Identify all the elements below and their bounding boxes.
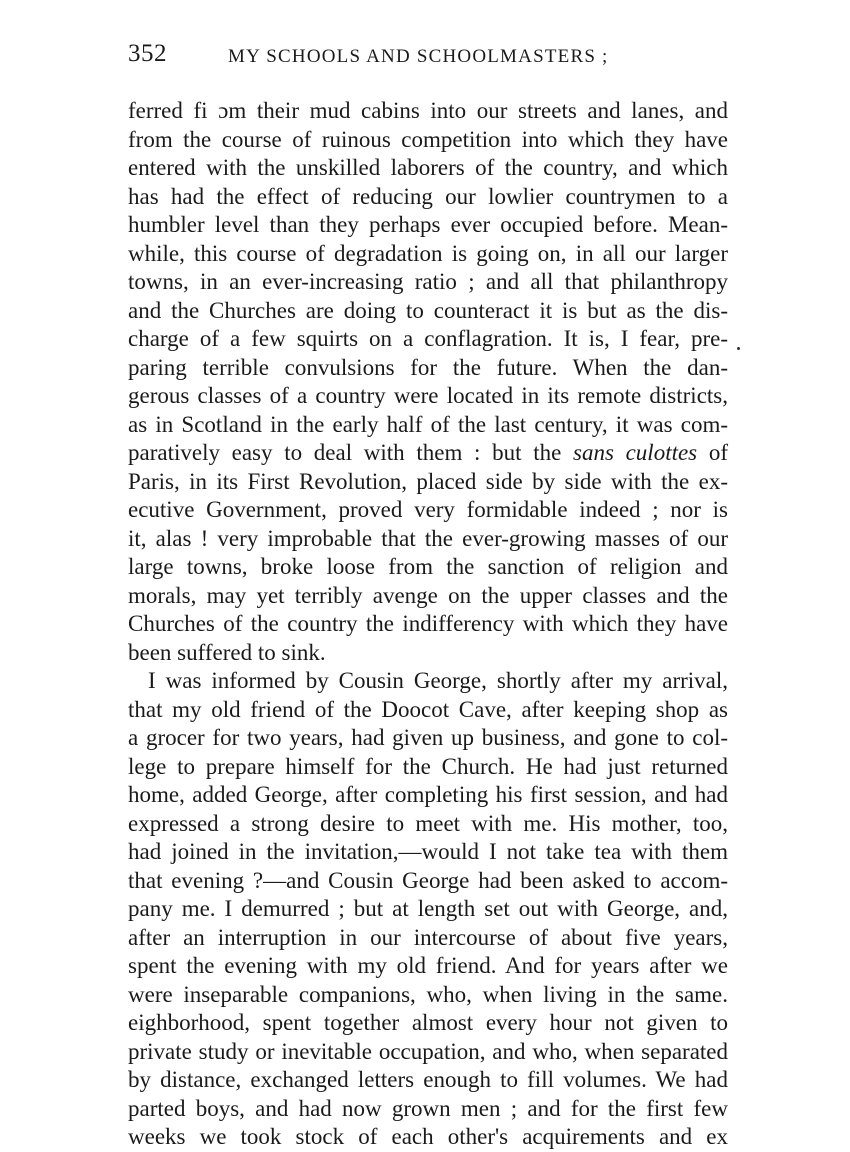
text-line: morals, may yet terribly avenge on the upper classes and the bbox=[128, 582, 728, 608]
text-line: private study or inevitable occupation, and who, when separated bbox=[128, 1038, 728, 1064]
text-line: spent the evening with my old friend. And for years after we bbox=[128, 953, 728, 978]
paragraph bbox=[128, 667, 728, 1152]
text-line: from the course of ruinous competition into which they have bbox=[128, 126, 728, 152]
text-line: paring terrible convulsions for the future. When the dan- bbox=[128, 354, 728, 380]
text-line: lege to prepare himself for the Church. He had just returned bbox=[128, 753, 728, 779]
text-line: had joined in the invitation,—would I not take tea with them bbox=[128, 839, 728, 864]
text-line: a grocer for two years, had given up business, and gone to col- bbox=[128, 725, 728, 750]
text-line: ferred fi ɔm their mud cabins into our streets and lanes, and bbox=[128, 98, 728, 123]
page-number: 352 bbox=[128, 40, 167, 67]
text-line: large towns, broke loose from the sanction of religion and bbox=[128, 554, 728, 579]
running-head bbox=[128, 40, 728, 76]
text-line: entered with the unskilled laborers of the country, and which bbox=[128, 155, 728, 180]
text-line: by distance, exchanged letters enough to fill volumes. We had bbox=[128, 1067, 728, 1092]
text-line: pany me. I demurred ; but at length set out with George, and, bbox=[128, 896, 728, 921]
text-line: parted boys, and had now grown men ; and for the first few bbox=[128, 1095, 728, 1121]
text-line: ecutive Government, proved very formidable indeed ; nor is bbox=[128, 497, 728, 522]
text-line: after an interruption in our intercourse of about five years, bbox=[128, 924, 728, 950]
text-line: home, added George, after completing his first session, and had bbox=[128, 782, 728, 807]
text-line: been suffered to sink. bbox=[128, 639, 326, 665]
running-title: MY SCHOOLS AND SCHOOLMASTERS ; bbox=[228, 46, 609, 67]
paragraph bbox=[128, 97, 728, 667]
text-line: Churches of the country the indifferency with which they have bbox=[128, 611, 728, 636]
text-line: Paris, in its First Revolution, placed side by side with the ex- bbox=[128, 468, 728, 494]
body-text bbox=[128, 97, 728, 1152]
text-line: charge of a few squirts on a conflagration. It is, I fear, pre- bbox=[128, 326, 728, 351]
text-line: as in Scotland in the early half of the last century, it was com- bbox=[128, 411, 728, 437]
text-line: gerous classes of a country were located in its remote districts, bbox=[128, 383, 728, 408]
text-line: eighborhood, spent together almost every hour not given to bbox=[128, 1010, 728, 1035]
text-line: humbler level than they perhaps ever occupied before. Mean- bbox=[128, 212, 728, 237]
text-line: it, alas ! very improbable that the ever-growing masses of our bbox=[128, 525, 728, 551]
text-line: paratively easy to deal with them : but the sans culottes of bbox=[128, 440, 728, 465]
text-line: that evening ?—and Cousin George had been asked to accom- bbox=[128, 867, 728, 893]
text-line: weeks we took stock of each other's acquirements and ex bbox=[128, 1124, 728, 1149]
text-line: that my old friend of the Doocot Cave, after keeping shop as bbox=[128, 696, 728, 722]
text-line: I was informed by Cousin George, shortly after my arrival, bbox=[148, 668, 728, 693]
text-line: expressed a strong desire to meet with me. His mother, too, bbox=[128, 810, 728, 836]
text-line: towns, in an ever-increasing ratio ; and all that philanthropy bbox=[128, 269, 728, 294]
text-line: were inseparable companions, who, when living in the same. bbox=[128, 981, 728, 1007]
text-line: has had the effect of reducing our lowlier countrymen to a bbox=[128, 183, 728, 209]
text-line: while, this course of degradation is going on, in all our larger bbox=[128, 240, 728, 266]
italic-phrase: sans culottes bbox=[573, 440, 698, 465]
text-line: and the Churches are doing to counteract it is but as the dis- bbox=[128, 297, 728, 323]
stray-ink-mark bbox=[737, 347, 740, 350]
